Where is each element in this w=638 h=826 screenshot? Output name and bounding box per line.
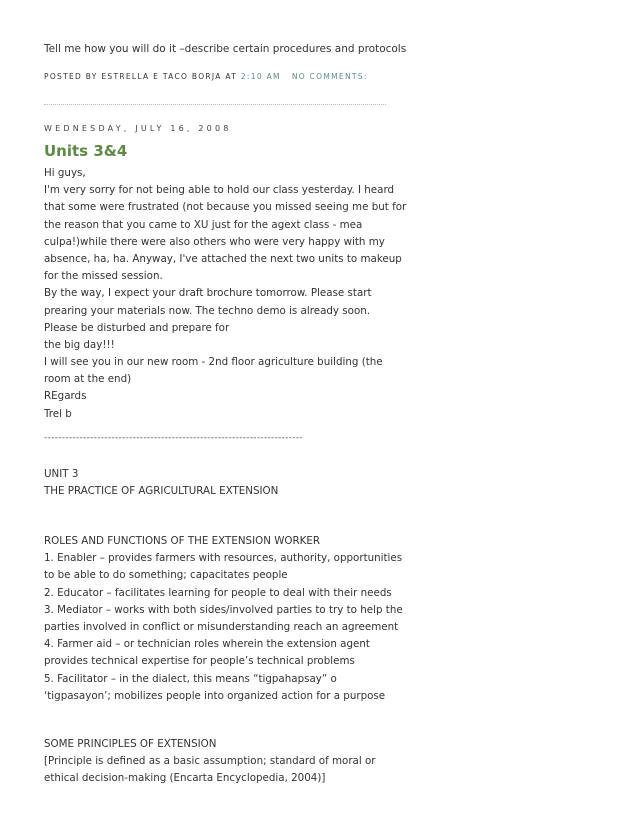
body-line: By the way, I expect your draft brochure tomorrow. Please start [44,287,372,300]
post-body [44,165,407,423]
post-title[interactable]: Units 3&4 [44,142,128,160]
body-line: I'm very sorry for not being able to hold our class yesterday. I heard [44,184,395,197]
roles-line: ROLES AND FUNCTIONS OF THE EXTENSION WORKER [44,535,321,547]
body-line: Trel b [44,407,72,420]
byline-at: AT [225,72,238,81]
body-line: absence, ha, ha. Anyway, I've attached the next two units to makeup [44,252,402,265]
roles-line: 2. Educator – facilitates learning for people to deal with their needs [44,586,392,599]
roles-line: parties involved in conflict or misunderstanding reach an agreement [44,620,399,633]
principles-line: ethical decision-making (Encarta Encyclopedia, 2004)] [44,772,326,785]
body-line: I will see you in our new room - 2nd floor agriculture building (the [44,356,383,369]
unit-line: THE PRACTICE OF AGRICULTURAL EXTENSION [44,485,279,498]
unit-heading [44,466,404,500]
post-byline [44,72,368,81]
roles-line: 4. Farmer aid – or technician roles wherein the extension agent [44,638,370,651]
post-date-header: WEDNESDAY, JULY 16, 2008 [44,124,232,133]
byline-prefix: POSTED BY [44,72,98,81]
roles-section [44,533,404,705]
body-line: the reason that you came to XU just for the agext class - mea [44,218,363,231]
post-author[interactable]: ESTRELLA E TACO BORJA [101,72,222,81]
body-line: for the missed session. [44,270,163,283]
body-line: Please be disturbed and prepare for [44,321,230,334]
body-line: Hi guys, [44,167,86,179]
roles-line: 3. Mediator – works with both sides/involved parties to try to help the [44,603,403,616]
body-line: REgards [44,390,87,403]
comments-link[interactable]: NO COMMENTS: [291,72,368,81]
principles-line: SOME PRINCIPLES OF EXTENSION [44,738,217,750]
roles-line: provides technical expertise for people’s technical problems [44,655,355,668]
roles-line: 1. Enabler – provides farmers with resources, authority, opportunities [44,552,403,565]
text-separator: ------------------------------------------------------------------------- [44,433,303,443]
unit-line: UNIT 3 [44,468,79,480]
body-line: prearing your materials now. The techno demo is already soon. [44,304,371,317]
previous-post-text: Tell me how you will do it –describe certain procedures and protocols [44,43,407,55]
roles-line: ‘tigpasayon’; mobilizes people into organized action for a purpose [44,689,386,702]
roles-line: to be able to do something; capacitates people [44,569,288,582]
body-line: that some were frustrated (not because you missed seeing me but for [44,201,407,214]
body-line: room at the end) [44,373,132,386]
principles-section [44,736,404,788]
principles-line: [Principle is defined as a basic assumption; standard of moral or [44,755,376,768]
post-divider [44,104,386,105]
post-time-link[interactable]: 2:10 AM [240,72,281,81]
body-line: culpa!)while there were also others who were very happy with my [44,235,385,248]
roles-line: 5. Facilitator – in the dialect, this means “tigpahapsay” o [44,672,337,685]
body-line: the big day!!! [44,338,115,351]
